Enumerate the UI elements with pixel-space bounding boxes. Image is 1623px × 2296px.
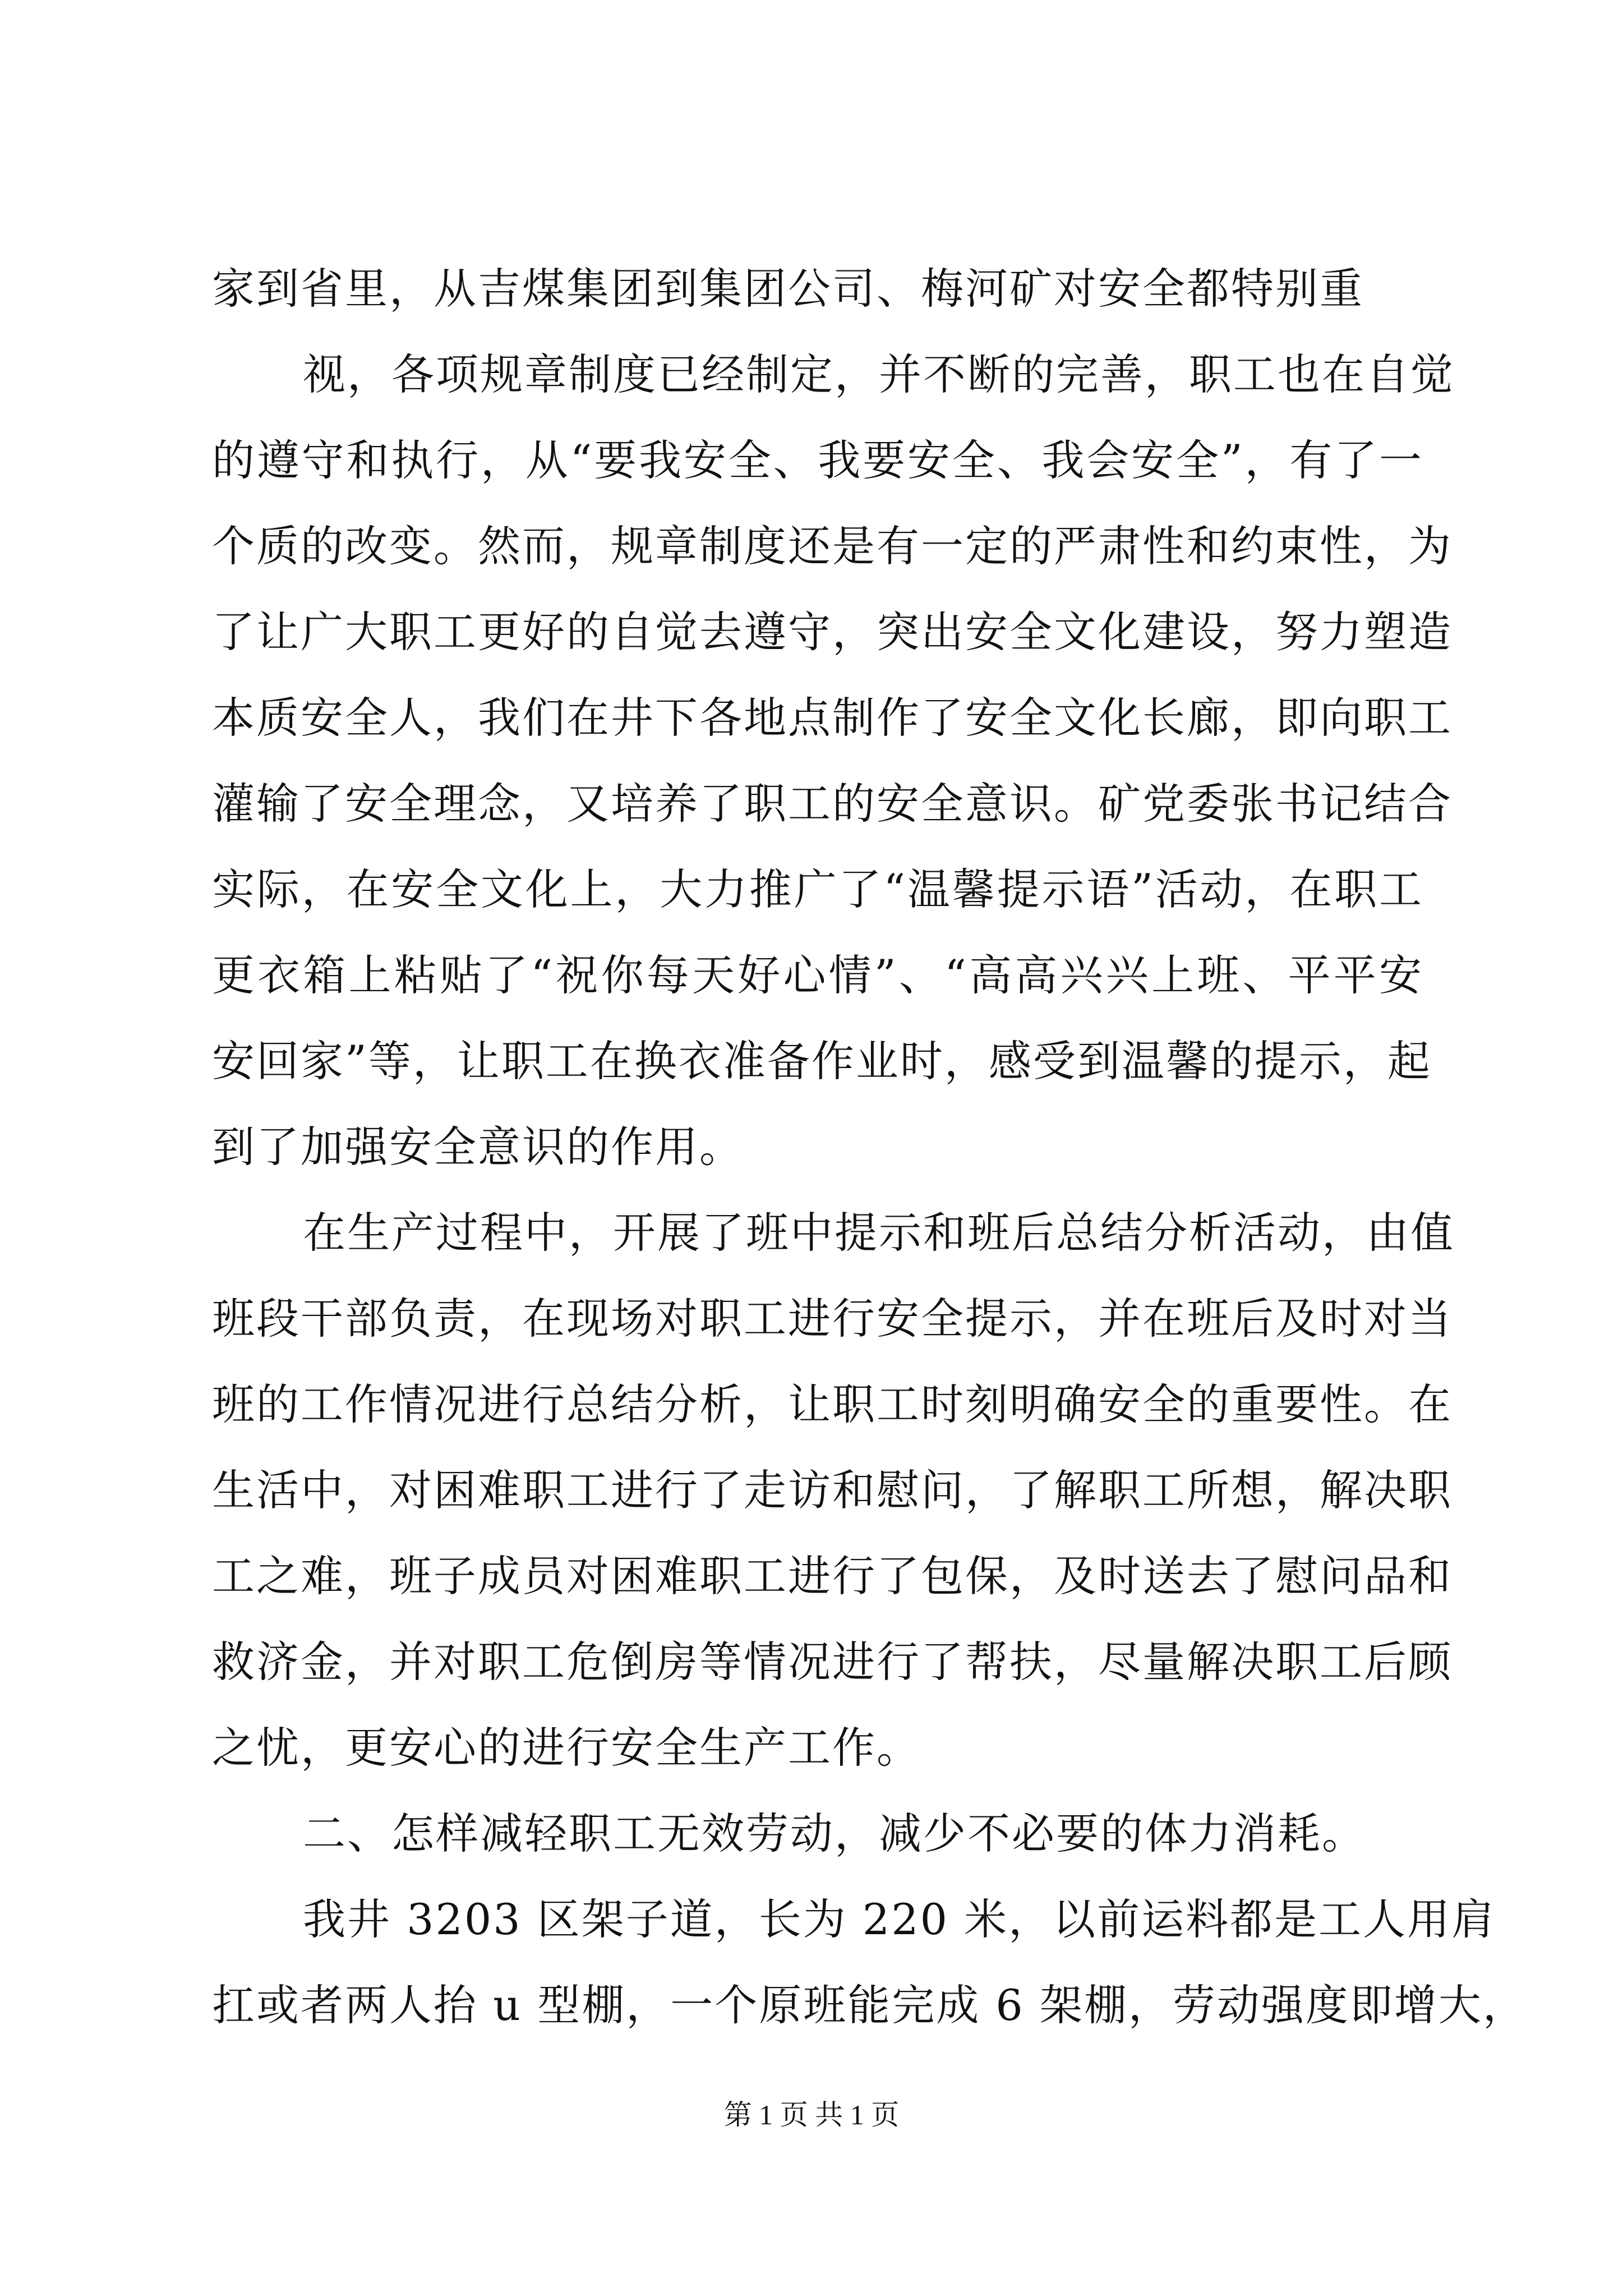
text-line: 灌输了安全理念，又培养了职工的安全意识。矿党委张书记结合 (212, 779, 1453, 829)
text-line: 工之难，班子成员对困难职工进行了包保，及时送去了慰问品和 (212, 1551, 1453, 1601)
paragraph-last-line: 到了加强安全意识的作用。 (212, 1122, 744, 1172)
page-footer: 第 1 页 共 1 页 (723, 2099, 900, 2131)
text-line: 家到省里，从吉煤集团到集团公司、梅河矿对安全都特别重 (212, 264, 1364, 314)
text-line: 班段干部负责，在现场对职工进行安全提示，并在班后及时对当 (212, 1294, 1453, 1343)
text-line: 本质安全人，我们在井下各地点制作了安全文化长廊，即向职工 (212, 693, 1453, 743)
text-line: 班的工作情况进行总结分析，让职工时刻明确安全的重要性。在 (212, 1379, 1453, 1429)
text-line: 安回家”等，让职工在换衣准备作业时，感受到温馨的提示，起 (212, 1036, 1432, 1086)
paragraph-first-line: 视，各项规章制度已经制定，并不断的完善，职工也在自觉 (303, 349, 1455, 399)
text-line: 的遵守和执行，从“要我安全、我要安全、我会安全”，有了一 (212, 435, 1423, 485)
text-line: 个质的改变。然而，规章制度还是有一定的严肃性和约束性，为 (212, 521, 1453, 571)
text-line: 生活中，对困难职工进行了走访和慰问，了解职工所想，解决职 (212, 1465, 1453, 1515)
text-line: 救济金，并对职工危倒房等情况进行了帮扶，尽量解决职工后顾 (212, 1637, 1453, 1687)
section-heading: 二、怎样减轻职工无效劳动，减少不必要的体力消耗。 (303, 1809, 1366, 1858)
paragraph-first-line: 我井 3203 区架子道，长为 220 米，以前运料都是工人用肩 (303, 1894, 1496, 1944)
text-line: 实际，在安全文化上，大力推广了“温馨提示语”活动，在职工 (212, 864, 1423, 914)
text-line: 扛或者两人抬 u 型棚，一个原班能完成 6 架棚，劳动强度即增大， (212, 1980, 1527, 2030)
text-line: 了让广大职工更好的自觉去遵守，突出安全文化建设，努力塑造 (212, 607, 1453, 657)
paragraph-first-line: 在生产过程中，开展了班中提示和班后总结分析活动，由值 (303, 1208, 1455, 1258)
paragraph-last-line: 之忧，更安心的进行安全生产工作。 (212, 1723, 921, 1773)
text-line: 更衣箱上粘贴了“祝你每天好心情”、“高高兴兴上班、平平安 (212, 950, 1423, 1000)
